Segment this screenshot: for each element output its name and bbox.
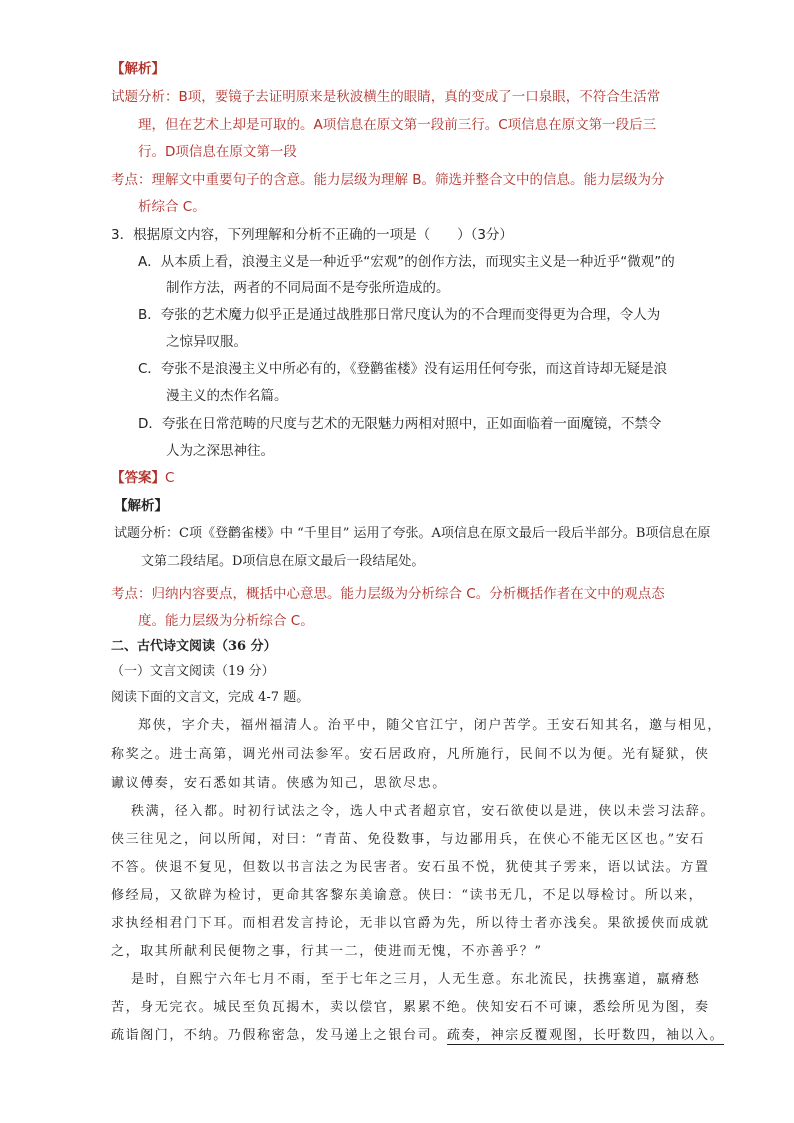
passage-line: 称奖之。进士高第，调光州司法参军。安石居政府，凡所施行，民间不以为便。光有疑狱，侠: [111, 747, 710, 762]
option-c: C．夸张不是浪漫主义中所必有的，《登鹳雀楼》没有运用任何夸张，而这首诗却无疑是浪: [138, 361, 668, 377]
passage-line: 不答。侠退不复见，但数以书言法之为民害者。安石虽不悦，犹使其子雱来，语以试法。方置: [111, 860, 710, 875]
passage-line: 之，取其所献利民便物之事，行其一二，使进而无愧，不亦善乎？”: [111, 944, 543, 959]
analysis-line: 试题分析：C项《登鹳雀楼》中 “千里目” 运用了夸张。A项信息在原文最后一段后半部分。B项信息在原: [114, 526, 711, 541]
passage-line: 求执经相君门下耳。而相君发言持论，无非以官爵为先，所以待士者亦浅矣。果欲援侠而成就: [111, 916, 710, 931]
passage-line-last: [111, 1026, 724, 1046]
passage-line: 谳议傅奏，安石悉如其请。侠感为知己，思欲尽忠。: [111, 776, 447, 791]
passage-line: 侠三往见之，问以所闻，对曰：“青苗、免役数事，与边鄙用兵，在侠心不能无区区也。”安石: [111, 832, 705, 847]
analysis-line: 行。D项信息在原文第一段: [138, 144, 297, 160]
option-a: A．从本质上看，浪漫主义是一种近乎“宏观”的创作方法，而现实主义是一种近乎“微观”的: [138, 254, 675, 270]
analysis-line: 试题分析：B项，要镜子去证明原来是秋波横生的眼睛，真的变成了一口泉眼，不符合生活常: [111, 89, 661, 105]
section-subtitle: （一）文言文阅读（19 分）: [111, 664, 275, 679]
kaodian-line: 度。能力层级为分析综合 C。: [138, 613, 314, 629]
passage-line: 郑侠，字介夫，福州福清人。治平中，随父官江宁，闭户苦学。王安石知其名，邀与相见，: [138, 718, 723, 733]
passage-text: 疏诣阁门，不纳。乃假称密急，发马递上之银台司。: [111, 1028, 447, 1043]
kaodian-line: 考点：归纳内容要点，概括中心意思。能力层级为分析综合 C。分析概括作者在文中的观点态: [111, 586, 665, 602]
kaodian-line: 考点：理解文中重要句子的含意。能力层级为理解 B。筛选并整合文中的信息。能力层级为分: [111, 172, 665, 188]
passage-line: 修经局，又欲辟为检讨，更命其客黎东美谕意。侠曰：“读书无几，不足以辱检讨。所以来，: [111, 888, 704, 903]
option-d: D．夸张在日常范畴的尺度与艺术的无限魅力两相对照中，正如面临着一面魔镜，不禁令: [138, 416, 662, 432]
option-b: B．夸张的艺术魔力似乎正是通过战胜那日常尺度认为的不合理而变得更为合理，令人为: [138, 307, 661, 323]
analysis-heading-1: 【解析】: [111, 61, 165, 77]
underlined-sentence: 疏奏，神宗反覆观图，长吁数四，袖以入。: [446, 1028, 725, 1043]
passage-line: 苦，身无完衣。城民至负瓦揭木，卖以偿官，累累不绝。侠知安石不可谏，悉绘所见为图，奏: [111, 1000, 710, 1015]
question-3-stem: 3．根据原文内容，下列理解和分析不正确的一项是（ ）（3分）: [111, 227, 513, 243]
kaodian-line: 析综合 C。: [138, 199, 206, 215]
analysis-line: 理，但在艺术上却是可取的。A项信息在原文第一段前三行。C项信息在原文第一段后三: [138, 117, 657, 133]
answer-3: [111, 468, 174, 488]
section-title: 二、古代诗文阅读（36 分）: [111, 639, 277, 654]
option-c-cont: 漫主义的杰作名篇。: [166, 388, 288, 404]
option-a-cont: 制作方法，两者的不同局面不是夸张所造成的。: [166, 280, 450, 296]
option-d-cont: 人为之深思神往。: [166, 443, 274, 459]
passage-line: 秩满，径入都。时初行试法之令，选人中式者超京官，安石欲使以是进，侠以未尝习法辞。: [131, 804, 716, 819]
analysis-heading-2: 【解析】: [114, 498, 168, 514]
answer-value: C: [165, 470, 175, 486]
section-instruction: 阅读下面的文言文，完成 4-7 题。: [111, 690, 310, 705]
option-b-cont: 之惊异叹服。: [166, 334, 247, 350]
answer-label: 【答案】: [111, 470, 165, 486]
passage-line: 是时，自熙宁六年七月不雨，至于七年之三月，人无生意。东北流民，扶携塞道，羸瘠愁: [131, 972, 701, 987]
analysis-line: 文第二段结尾。D项信息在原文最后一段结尾处。: [141, 554, 425, 569]
